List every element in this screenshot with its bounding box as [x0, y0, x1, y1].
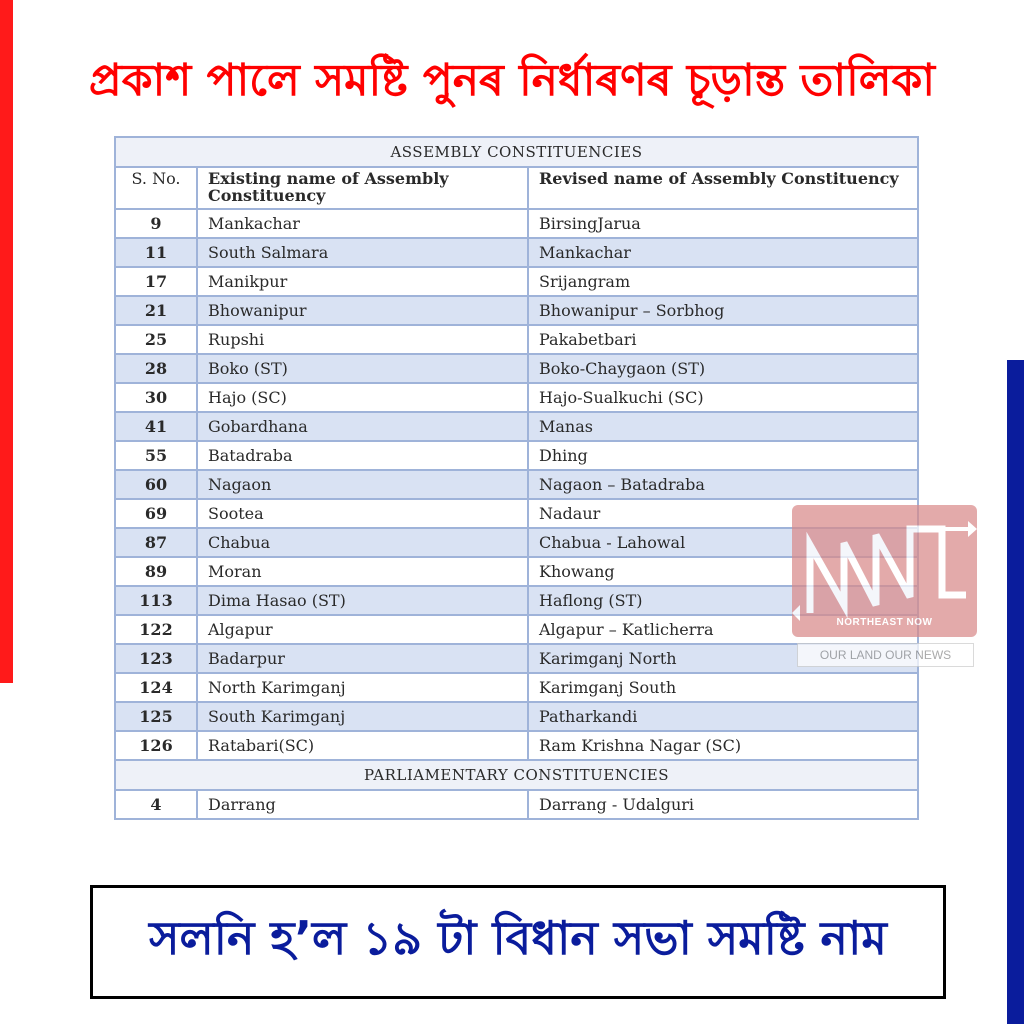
cell-existing-name: Nagaon — [197, 470, 528, 499]
cell-sno: 125 — [115, 702, 197, 731]
table-row — [115, 209, 918, 238]
cell-revised-name: Hajo-Sualkuchi (SC) — [528, 383, 918, 412]
cell-existing-name: Algapur — [197, 615, 528, 644]
cell-existing-name: Moran — [197, 557, 528, 586]
cell-revised-name: Karimganj North — [528, 644, 918, 673]
cell-sno: 30 — [115, 383, 197, 412]
cell-existing-name: Chabua — [197, 528, 528, 557]
table-row — [115, 296, 918, 325]
cell-sno: 123 — [115, 644, 197, 673]
left-accent-bar — [0, 0, 13, 683]
watermark-tagline: OUR LAND OUR NEWS — [797, 643, 974, 667]
northeast-now-watermark — [792, 505, 977, 665]
cell-sno: 28 — [115, 354, 197, 383]
cell-existing-name: Gobardhana — [197, 412, 528, 441]
cell-existing-name: Hajo (SC) — [197, 383, 528, 412]
cell-sno: 122 — [115, 615, 197, 644]
right-accent-bar — [1007, 360, 1024, 1024]
cell-existing-name: South Salmara — [197, 238, 528, 267]
cell-revised-name: Dhing — [528, 441, 918, 470]
constituency-table — [114, 136, 919, 820]
cell-existing-name: Batadraba — [197, 441, 528, 470]
cell-sno: 4 — [115, 790, 197, 819]
cell-sno: 69 — [115, 499, 197, 528]
cell-sno: 87 — [115, 528, 197, 557]
cell-sno: 113 — [115, 586, 197, 615]
cell-revised-name: Karimganj South — [528, 673, 918, 702]
cell-sno: 41 — [115, 412, 197, 441]
cell-sno: 25 — [115, 325, 197, 354]
cell-revised-name: Mankachar — [528, 238, 918, 267]
table-row — [115, 238, 918, 267]
table-row — [115, 412, 918, 441]
assembly-heading: ASSEMBLY CONSTITUENCIES — [115, 137, 918, 167]
headline: প্ৰকাশ পালে সমষ্টি পুনৰ নিৰ্ধাৰণৰ চূড়ান্ত তালিকা — [88, 55, 936, 106]
cell-revised-name: Chabua - Lahowal — [528, 528, 918, 557]
column-header-existing: Existing name of Assembly Constituency — [197, 167, 528, 209]
table-row — [115, 267, 918, 296]
parliamentary-heading: PARLIAMENTARY CONSTITUENCIES — [115, 760, 918, 790]
cell-revised-name: Patharkandi — [528, 702, 918, 731]
cell-revised-name: Ram Krishna Nagar (SC) — [528, 731, 918, 760]
cell-revised-name: Algapur – Katlicherra — [528, 615, 918, 644]
column-header-revised: Revised name of Assembly Constituency — [528, 167, 918, 209]
table-row — [115, 731, 918, 760]
cell-existing-name: North Karimganj — [197, 673, 528, 702]
cell-existing-name: Sootea — [197, 499, 528, 528]
bottom-caption-box — [90, 885, 946, 999]
cell-sno: 89 — [115, 557, 197, 586]
cell-sno: 124 — [115, 673, 197, 702]
cell-revised-name: Darrang - Udalguri — [528, 790, 918, 819]
cell-sno: 9 — [115, 209, 197, 238]
cell-revised-name: Bhowanipur – Sorbhog — [528, 296, 918, 325]
table-row — [115, 470, 918, 499]
cell-revised-name: Haflong (ST) — [528, 586, 918, 615]
cell-sno: 21 — [115, 296, 197, 325]
cell-existing-name: Manikpur — [197, 267, 528, 296]
watermark-brand: NORTHEAST NOW — [836, 617, 933, 628]
table-row — [115, 673, 918, 702]
cell-revised-name: Pakabetbari — [528, 325, 918, 354]
table-row — [115, 383, 918, 412]
cell-revised-name: Nadaur — [528, 499, 918, 528]
cell-revised-name: Srijangram — [528, 267, 918, 296]
cell-sno: 60 — [115, 470, 197, 499]
bottom-caption: সলনি হ’ল ১৯ টা বিধান সভা সমষ্টি নাম — [149, 911, 887, 965]
table-row — [115, 354, 918, 383]
cell-revised-name: Manas — [528, 412, 918, 441]
cell-revised-name: Boko-Chaygaon (ST) — [528, 354, 918, 383]
table-row — [115, 702, 918, 731]
cell-revised-name: Nagaon – Batadraba — [528, 470, 918, 499]
table-row — [115, 325, 918, 354]
cell-existing-name: Ratabari(SC) — [197, 731, 528, 760]
table-row — [115, 441, 918, 470]
cell-existing-name: Darrang — [197, 790, 528, 819]
cell-existing-name: South Karimganj — [197, 702, 528, 731]
cell-existing-name: Boko (ST) — [197, 354, 528, 383]
cell-existing-name: Mankachar — [197, 209, 528, 238]
cell-existing-name: Badarpur — [197, 644, 528, 673]
cell-sno: 126 — [115, 731, 197, 760]
cell-revised-name: Khowang — [528, 557, 918, 586]
table-row — [115, 790, 918, 819]
cell-existing-name: Rupshi — [197, 325, 528, 354]
cell-sno: 17 — [115, 267, 197, 296]
cell-sno: 11 — [115, 238, 197, 267]
cell-existing-name: Dima Hasao (ST) — [197, 586, 528, 615]
cell-existing-name: Bhowanipur — [197, 296, 528, 325]
cell-sno: 55 — [115, 441, 197, 470]
column-header-sno: S. No. — [115, 167, 197, 209]
cell-revised-name: BirsingJarua — [528, 209, 918, 238]
